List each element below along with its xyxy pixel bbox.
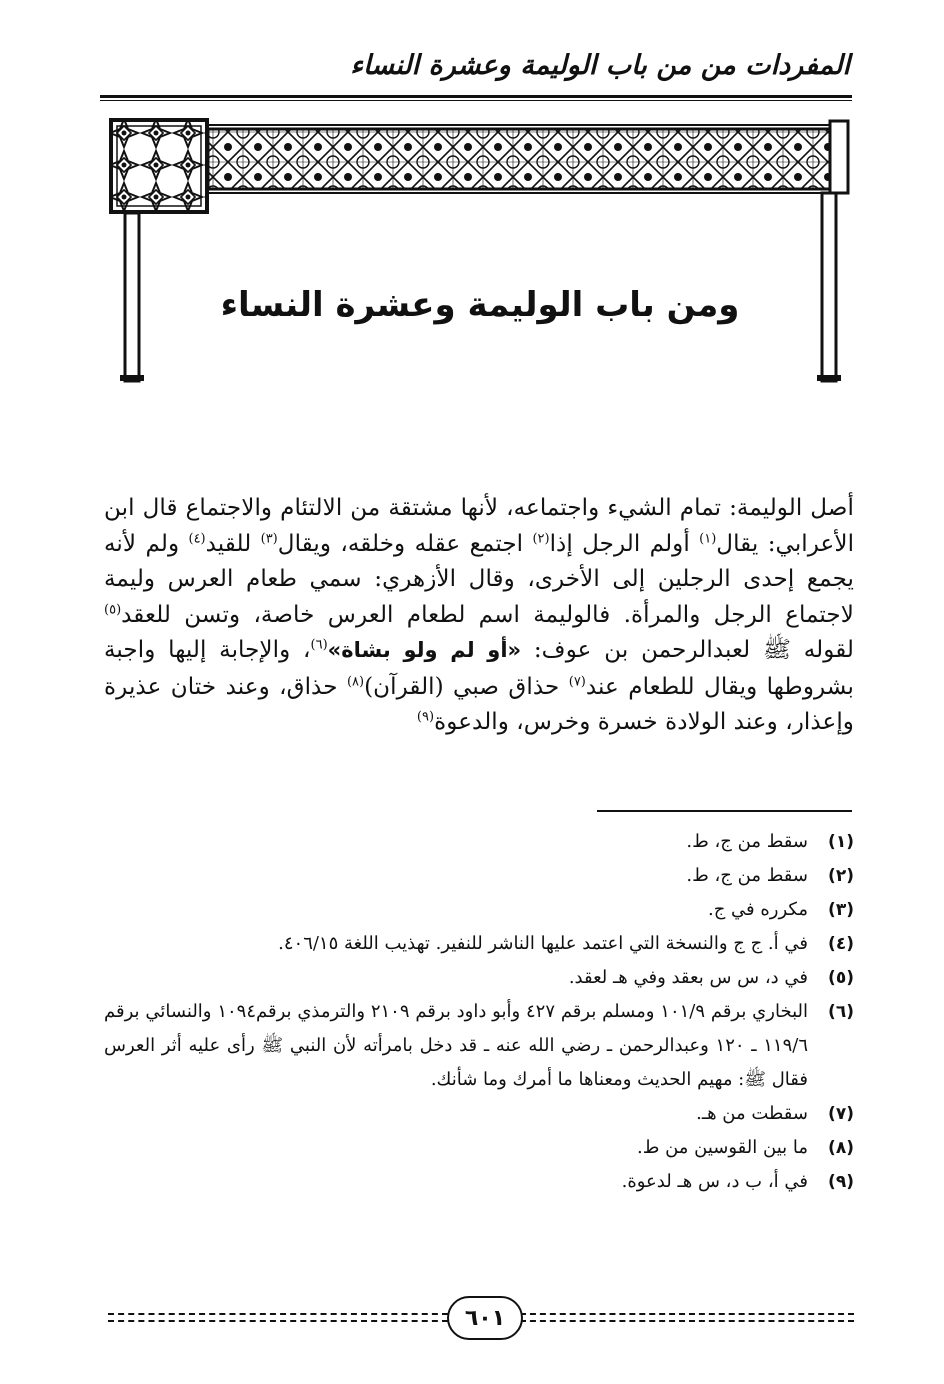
header-rule [100,95,852,98]
footnote-ref[interactable]: (٢) [532,530,550,546]
footnote-ref[interactable]: (٣) [260,530,278,546]
body-text-segment: اجتمع عقله وخلقه، ويقال [277,529,533,557]
footnote-separator [597,810,852,812]
footnote-text: سقط من ج، ط. [686,831,808,852]
footnote-ref[interactable]: (٥) [104,601,122,617]
footnote-text: مكرره في ج. [707,899,808,920]
body-text-segment: حذاق، وعند ختان عذيرة وإعذار، وعند الولادة خسرة وخرس، والدعوة [104,672,854,735]
footnotes-list [104,825,854,1199]
footnote-text: سقط من ج، ط. [686,865,808,886]
running-header: المفردات من من باب الوليمة وعشرة النساء [350,50,850,81]
footnote-number: (٤) [828,934,854,954]
footnote-number: (٢) [828,866,854,886]
footnote-item [104,893,854,927]
footer-dashed-rule [520,1313,854,1322]
footnote-text: في د، س س بعقد وفي هـ لعقد. [568,967,808,988]
body-text-segment: ، والإجابة إليها واجبة بشروطها ويقال للطعام عند [104,636,854,700]
footnote-ref[interactable]: (٩) [416,709,435,725]
body-text-segment: ولم لأنه يجمع إحدى الرجلين إلى الأخرى، وقال الأزهري: سمي طعام العرس وليمة لاجتماع الرجل والمرأة. فالوليمة اسم لطعام العرس خاصة، وتسن للعقد [104,529,854,628]
page-number-label: ٦٠١ [464,1305,506,1331]
footer-dashed-rule [108,1313,448,1322]
footnote-text: في أ، ب د، س هـ لدعوة. [621,1171,808,1192]
body-text-segment: أصل الوليمة: تمام الشيء واجتماعه، لأنها مشتقة من الالتئام والاجتماع قال ابن الأعرابي: يقال [104,494,855,557]
footnote-item [104,1097,854,1131]
body-text-segment: أولم الرجل إذا [549,529,700,557]
footnote-text: البخاري برقم ١٠١/٩ ومسلم برقم ٤٢٧ وأبو داود برقم ٢١٠٩ والترمذي برقم١٠٩٤ والنسائي برقم ١١٩/٦ ـ ١٢٠ وعبدالرحمن ـ رضي الله عنه ـ قد دخل بامرأته لأن النبي ﷺ رأى عليه أثر العرس فقال ﷺ: مهيم الحديث ومعناها ما أمرك وما شأنك. [104,1001,808,1090]
footnote-number: (٨) [828,1138,854,1158]
chapter-ornament-frame [108,117,850,387]
footnote-text: ما بين القوسين من ط. [637,1137,808,1158]
body-text-segment: للقيد [205,529,261,557]
footnote-number: (٧) [828,1104,854,1124]
footnote-item [104,1165,854,1199]
footnote-ref[interactable]: (٤) [188,530,206,546]
footnote-ref[interactable]: (١) [699,530,717,546]
footnote-number: (١) [828,832,854,852]
footnote-item [104,1131,854,1165]
body-paragraph [104,490,854,740]
footnote-item [104,961,854,995]
footnote-item [104,927,854,961]
footnote-item [104,825,854,859]
chapter-title: ومن باب الوليمة وعشرة النساء [220,285,740,325]
body-text-segment: حذاق صبي (القرآن) [364,672,569,700]
body-text-segment: لقوله ﷺ لعبدالرحمن بن عوف: [521,636,854,663]
footnote-item [104,859,854,893]
hadith-quote: «أو لم ولو بشاة» [327,638,522,662]
footnote-number: (٥) [828,968,854,988]
footnote-ref[interactable]: (٦) [310,637,328,653]
paragraph [104,490,854,740]
footnote-text: في أ. ج ج والنسخة التي اعتمد عليها الناشر للنفير. تهذيب اللغة ٤٠٦/١٥. [278,933,808,954]
footnote-ref[interactable]: (٧) [568,673,586,689]
footnote-number: (٦) [828,1002,854,1022]
footnote-item [104,995,854,1097]
header-rule-thin [100,100,852,101]
footnote-number: (٣) [828,900,854,920]
footnote-text: سقطت من هـ. [696,1103,808,1124]
footnote-ref[interactable]: (٨) [346,673,365,689]
footnote-number: (٩) [828,1172,854,1192]
page-number [447,1296,523,1340]
